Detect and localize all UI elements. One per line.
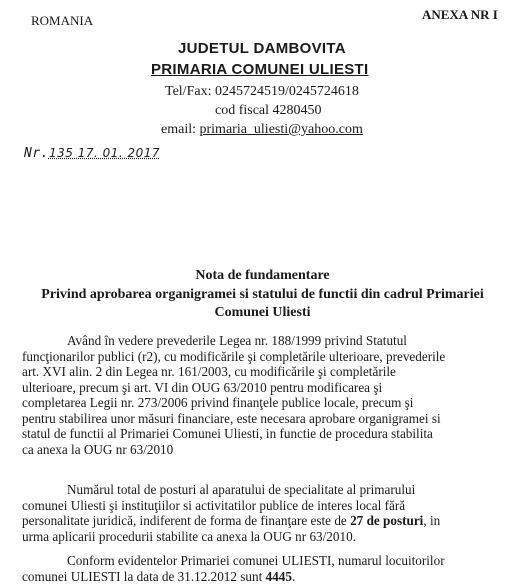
paragraph-legal-basis xyxy=(22,333,514,457)
paragraph-line: art. XVI alin. 2 din Legea nr. 161/2003, cu modificările şi completările xyxy=(22,364,396,379)
paragraph-line: Conform evidentelor Primariei comunei ULIESTI, numarul locuitorilor xyxy=(67,553,445,568)
paragraph-line: ca anexa la OUG nr 63/2010 xyxy=(22,441,174,457)
document-title: Nota de fundamentare xyxy=(195,268,330,283)
paragraph-line: Numărul total de posturi al aparatului de specialitate al primarului xyxy=(67,482,416,497)
email-line xyxy=(161,122,363,138)
paragraph-line: comunei ULIESTI la data de 31.12.2012 sunt 4445. xyxy=(22,568,296,584)
paragraph-line: statul de functii al Primariei Comunei Uliesti, in functie de procedura stabilita xyxy=(22,426,433,441)
email-label: email: xyxy=(161,122,200,137)
document-subject-line-2: Comunei Uliesti xyxy=(214,305,311,320)
paragraph-posts-count xyxy=(22,482,514,544)
county-heading: JUDETUL DAMBOVITA xyxy=(178,40,346,57)
email-address-link[interactable]: primaria_uliesti@yahoo.com xyxy=(199,122,363,137)
registration-number xyxy=(24,146,160,161)
townhall-heading: PRIMARIA COMUNEI ULIESTI xyxy=(151,61,369,78)
paragraph-line: ulterioare, precum şi art. VI din OUG 63/2010 pentru modificarea şi xyxy=(22,379,383,395)
paragraph-line: pentru stabilirea unor măsuri financiare, este necesara aprobare organigramei si xyxy=(22,410,441,426)
paragraph-line: personalitate juridică, indiferent de forma de finanţare este de 27 de posturi, in xyxy=(22,513,441,528)
paragraph-line: completarea Legii nr. 273/2006 privind finanţele publice locale, precum şi xyxy=(22,395,414,410)
annex-label: ANEXA NR I xyxy=(422,7,498,22)
registration-handwritten: 135 17. 01. 2017 xyxy=(48,146,161,160)
country-label: ROMANIA xyxy=(31,13,94,28)
telfax-line: Tel/Fax: 0245724519/0245724618 xyxy=(165,84,359,99)
registration-prefix: Nr. xyxy=(24,146,49,161)
population-count: 4445 xyxy=(265,568,292,584)
paragraph-line: Având în vedere prevederile Legea nr. 188/1999 privind Statutul xyxy=(67,333,407,348)
paragraph-line: comunei Uliesti şi instituţiilor si activitatilor publice de interes local fără xyxy=(22,497,406,513)
fiscal-code-line: cod fiscal 4280450 xyxy=(215,103,322,118)
document-subject-line-1: Privind aprobarea organigramei si statului de functii din cadrul Primariei xyxy=(41,287,484,302)
paragraph-line: funcţionarilor publici (r2), cu modificările şi completările ulterioare, prevederile xyxy=(22,348,446,364)
posts-count: 27 de posturi xyxy=(350,513,424,528)
paragraph-line: urma aplicarii procedurii stabilite ca anexa la OUG nr 63/2010. xyxy=(22,528,356,544)
paragraph-population xyxy=(22,553,514,584)
